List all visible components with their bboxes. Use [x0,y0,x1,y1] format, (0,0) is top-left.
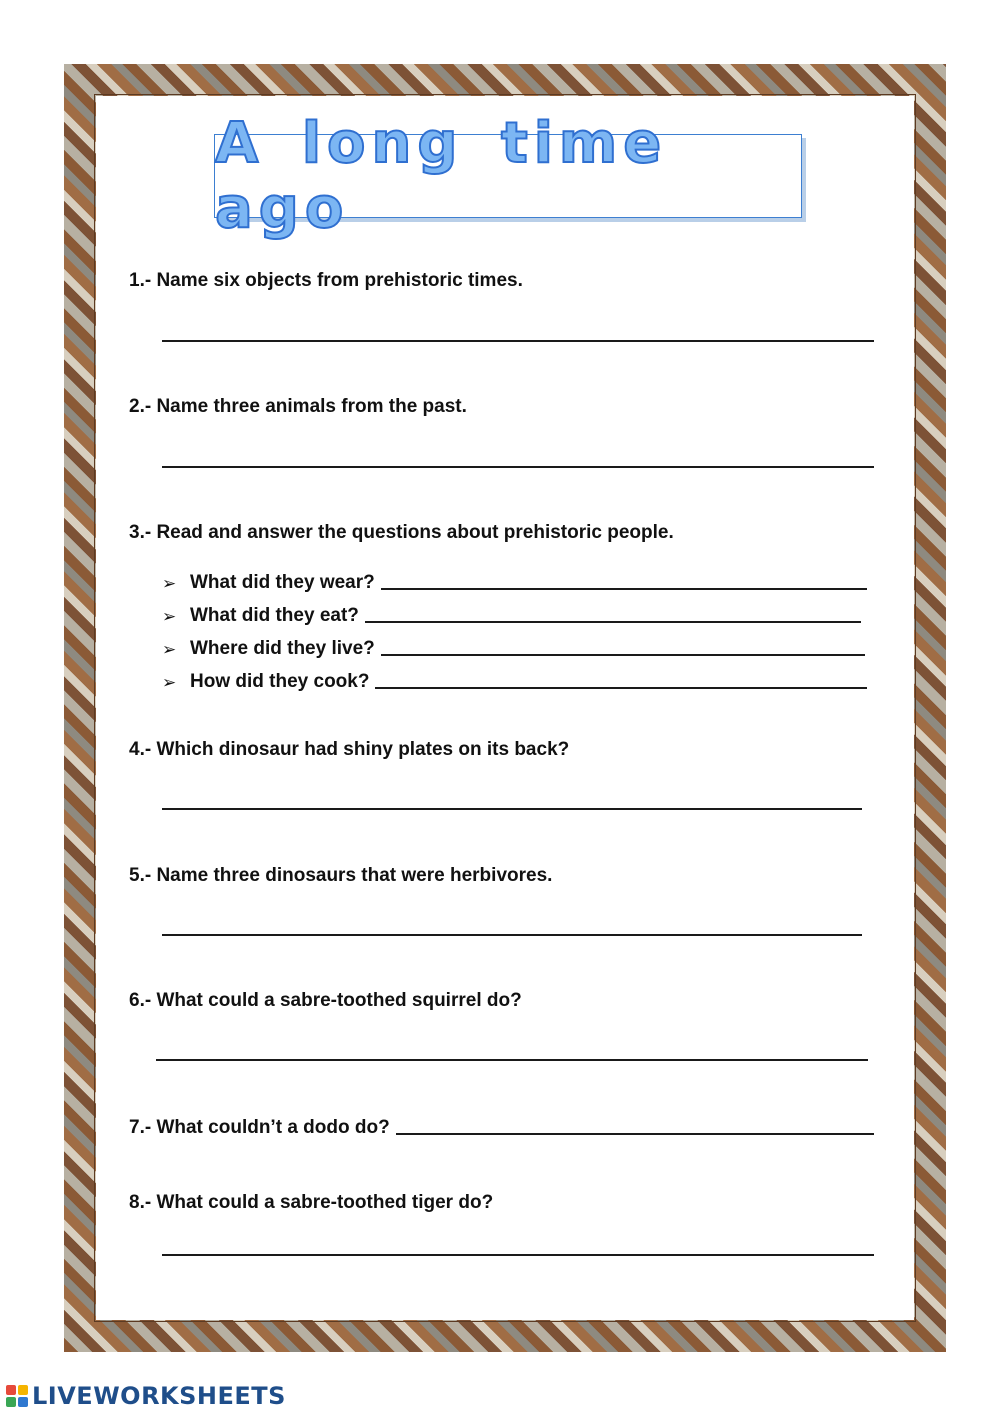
answer-line-6[interactable] [156,1059,868,1061]
answer-line-8[interactable] [162,1254,874,1256]
answer-line-7[interactable] [396,1133,874,1135]
answer-line-3c[interactable] [381,654,865,656]
answer-line-3b[interactable] [365,621,861,623]
subquestion-label: How did they cook? [190,671,370,692]
answer-line-1[interactable] [162,340,874,342]
arrow-bullet-icon: ➢ [162,574,177,593]
question-8: 8.- What could a sabre-toothed tiger do? [129,1192,494,1213]
answer-line-3d[interactable] [375,687,867,689]
subquestion-label: Where did they live? [190,638,375,659]
question-3: 3.- Read and answer the questions about prehistoric people. [129,522,674,543]
subquestion-label: What did they eat? [190,605,359,626]
question-1: 1.- Name six objects from prehistoric times. [129,270,523,291]
subquestion-wear [162,568,867,594]
subquestion-label: What did they wear? [190,572,375,593]
liveworksheets-logo [6,1382,286,1410]
question-5: 5.- Name three dinosaurs that were herbivores. [129,865,553,886]
question-4: 4.- Which dinosaur had shiny plates on its back? [129,739,570,760]
brand-grid-icon [6,1385,28,1407]
answer-line-5[interactable] [162,934,862,936]
subquestion-live [162,634,865,660]
arrow-bullet-icon: ➢ [162,607,177,626]
question-7-row [129,1113,874,1139]
arrow-bullet-icon: ➢ [162,640,177,659]
question-7: 7.- What couldn’t a dodo do? [129,1117,390,1138]
brand-name: LIVEWORKSHEETS [32,1382,286,1410]
subquestion-eat [162,601,861,627]
question-6: 6.- What could a sabre-toothed squirrel do? [129,990,522,1011]
answer-line-4[interactable] [162,808,862,810]
question-2: 2.- Name three animals from the past. [129,396,467,417]
subquestion-cook [162,667,867,693]
arrow-bullet-icon: ➢ [162,673,177,692]
answer-line-2[interactable] [162,466,874,468]
answer-line-3a[interactable] [381,588,867,590]
stone-border-frame [64,64,946,1352]
page-title: A long time ago [215,111,668,241]
title-box [214,111,802,241]
